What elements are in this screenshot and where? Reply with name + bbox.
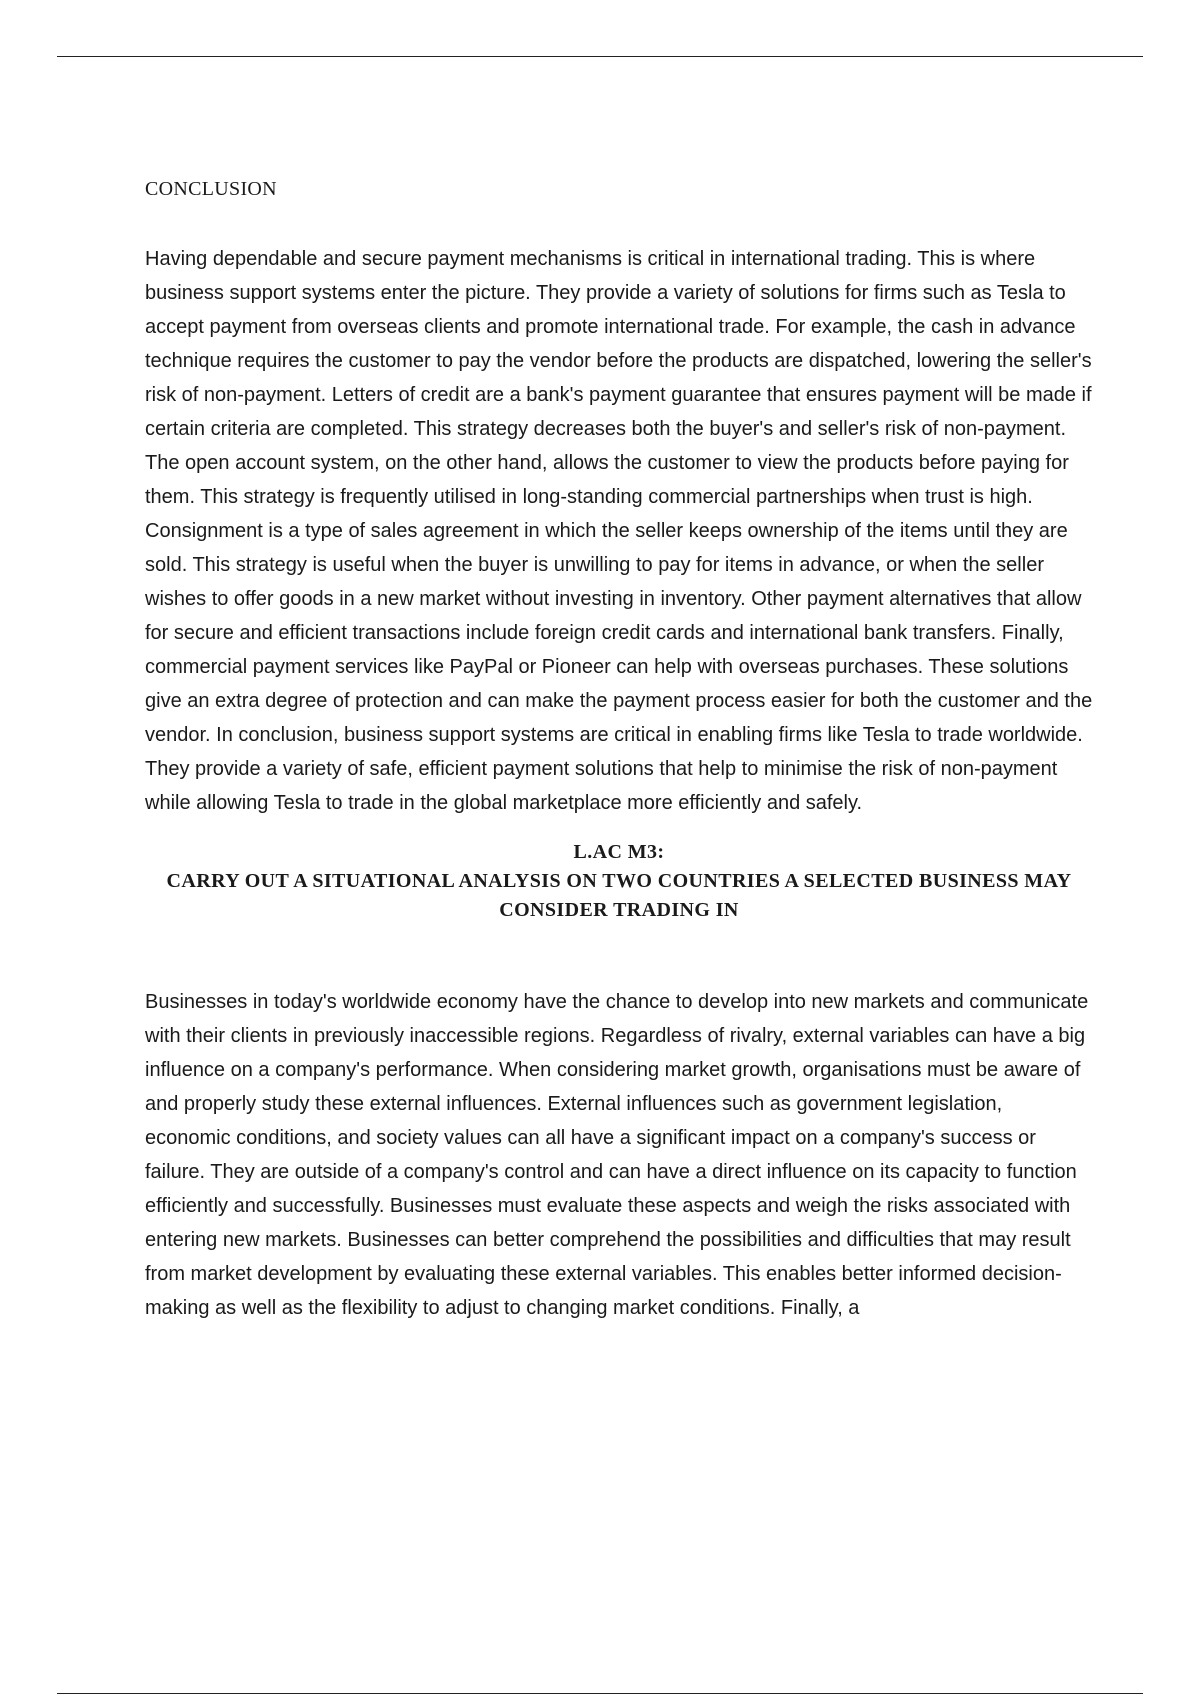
top-rule [57,56,1143,57]
situational-analysis-paragraph: Businesses in today's worldwide economy have the chance to develop into new markets and communicate with their clients in previously inaccessible regions. Regardless of rivalry, external variables can have a big influence on a company's performance. When considering market growth, organisations must be aware of and properly study these external influences. External influences such as government legislation, economic conditions, and society values can all have a significant impact on a company's success or failure. They are outside of a company's control and can have a direct influence on its capacity to function efficiently and successfully. Businesses must evaluate these aspects and weigh the risks associated with entering new markets. Businesses can better comprehend the possibilities and difficulties that may result from market development by evaluating these external variables. This enables better informed decision-making as well as the flexibility to adjust to changing market conditions. Finally, a [145,991,1089,1319]
page-content [145,178,1093,1325]
task-title-line-2: CONSIDER TRADING IN [499,899,739,921]
task-code: L.AC M3: [573,841,665,863]
conclusion-paragraph: Having dependable and secure payment mechanisms is critical in international trading. This is where business support systems enter the picture. They provide a variety of solutions for firms such as Tesla to accept payment from overseas clients and promote international trade. For example, the cash in advance technique requires the customer to pay the vendor before the products are dispatched, lowering the seller's risk of non-payment. Letters of credit are a bank's payment guarantee that ensures payment will be made if certain criteria are completed. This strategy decreases both the buyer's and seller's risk of non-payment. The open account system, on the other hand, allows the customer to view the products before paying for them. This strategy is frequently utilised in long-standing commercial partnerships when trust is high. Consignment is a type of sales agreement in which the seller keeps ownership of the items until they are sold. This strategy is useful when the buyer is unwilling to pay for items in advance, or when the seller wishes to offer goods in a new market without investing in inventory. Other payment alternatives that allow for secure and efficient transactions include foreign credit cards and international bank transfers. Finally, commercial payment services like PayPal or Pioneer can help with overseas purchases. These solutions give an extra degree of protection and can make the payment process easier for both the customer and the vendor. In conclusion, business support systems are critical in enabling firms like Tesla to trade worldwide. They provide a variety of safe, efficient payment solutions that help to minimise the risk of non-payment while allowing Tesla to trade in the global marketplace more efficiently and safely. [145,248,1093,814]
section-heading: CONCLUSION [145,178,277,200]
bottom-rule [57,1693,1143,1694]
task-title-line-1: CARRY OUT A SITUATIONAL ANALYSIS ON TWO COUNTRIES A SELECTED BUSINESS MAY [166,870,1072,892]
task-heading-block [145,838,1093,925]
